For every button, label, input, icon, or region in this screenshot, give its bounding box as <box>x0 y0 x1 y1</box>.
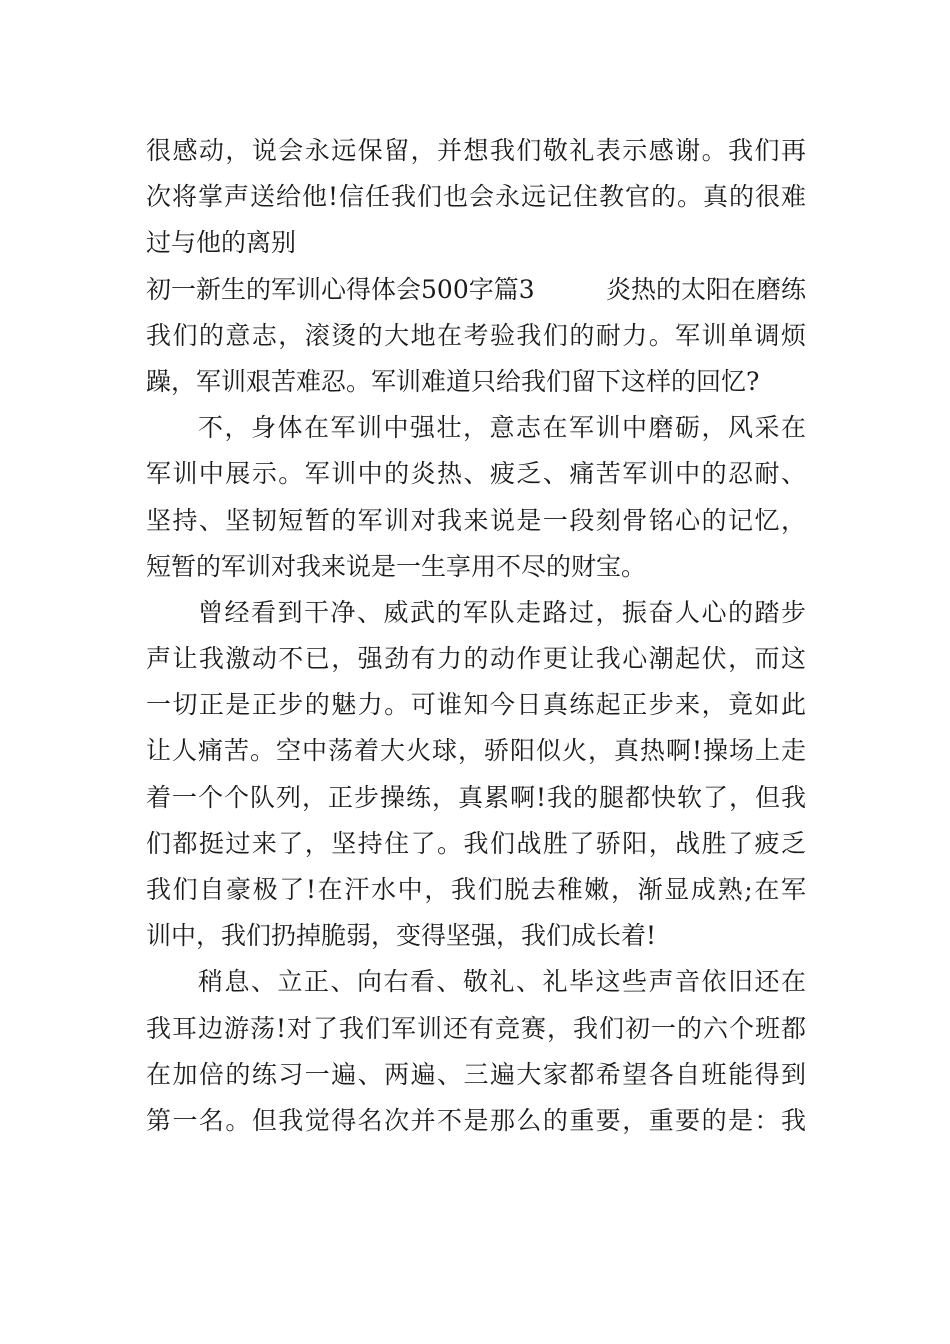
text-line: 躁，军训艰苦难忍。军训难道只给我们留下这样的回忆? <box>146 366 760 396</box>
text-line: 短暂的军训对我来说是一生享用不尽的财宝。 <box>146 551 647 581</box>
text-line: 我们自豪极了!在汗水中，我们脱去稚嫩，渐显成熟;在军 <box>146 875 806 904</box>
text-line: 过与他的离别 <box>146 228 297 258</box>
text-line: 第一名。但我觉得名次并不是那么的重要，重要的是：我 <box>146 1105 806 1135</box>
section-first-text: 炎热的太阳在磨练 <box>605 274 806 304</box>
text-line: 着一个个队列，正步操练，真累啊!我的腿都快软了，但我 <box>146 782 806 812</box>
text-line: 训中，我们扔掉脆弱，变得坚强，我们成长着! <box>146 921 657 951</box>
paragraph-first-line: 稍息、立正、向右看、敬礼、礼毕这些声音依旧还在 <box>198 967 806 997</box>
text-line: 很感动，说会永远保留，并想我们敬礼表示感谢。我们再 <box>146 136 806 165</box>
paragraph-first-line: 曾经看到干净、威武的军队走路过，振奋人心的踏步 <box>198 597 806 627</box>
text-line: 们都挺过来了，坚持住了。我们战胜了骄阳，战胜了疲乏 <box>146 828 806 858</box>
section-heading-line <box>146 267 806 313</box>
section-heading: 初一新生的军训心得体会500字篇3 <box>146 274 535 304</box>
paragraph-first-line: 不，身体在军训中强壮，意志在军训中磨砺，风采在 <box>198 413 806 443</box>
text-line: 在加倍的练习一遍、两遍、三遍大家都希望各自班能得到 <box>146 1059 806 1089</box>
text-line: 我耳边游荡!对了我们军训还有竞赛，我们初一的六个班都 <box>146 1013 806 1043</box>
text-line: 一切正是正步的魅力。可谁知今日真练起正步来，竟如此 <box>146 690 806 720</box>
text-line: 让人痛苦。空中荡着大火球，骄阳似火，真热啊!操场上走 <box>146 736 806 766</box>
text-line: 次将掌声送给他!信任我们也会永远记住教官的。真的很难 <box>146 182 806 212</box>
text-line: 我们的意志，滚烫的大地在考验我们的耐力。军训单调烦 <box>146 320 806 350</box>
text-line: 军训中展示。军训中的炎热、疲乏、痛苦军训中的忍耐、 <box>146 459 806 489</box>
text-line: 坚持、坚韧短暂的军训对我来说是一段刻骨铭心的记忆， <box>146 505 806 535</box>
text-line: 声让我激动不已，强劲有力的动作更让我心潮起伏，而这 <box>146 644 806 674</box>
document-body <box>146 128 806 1144</box>
